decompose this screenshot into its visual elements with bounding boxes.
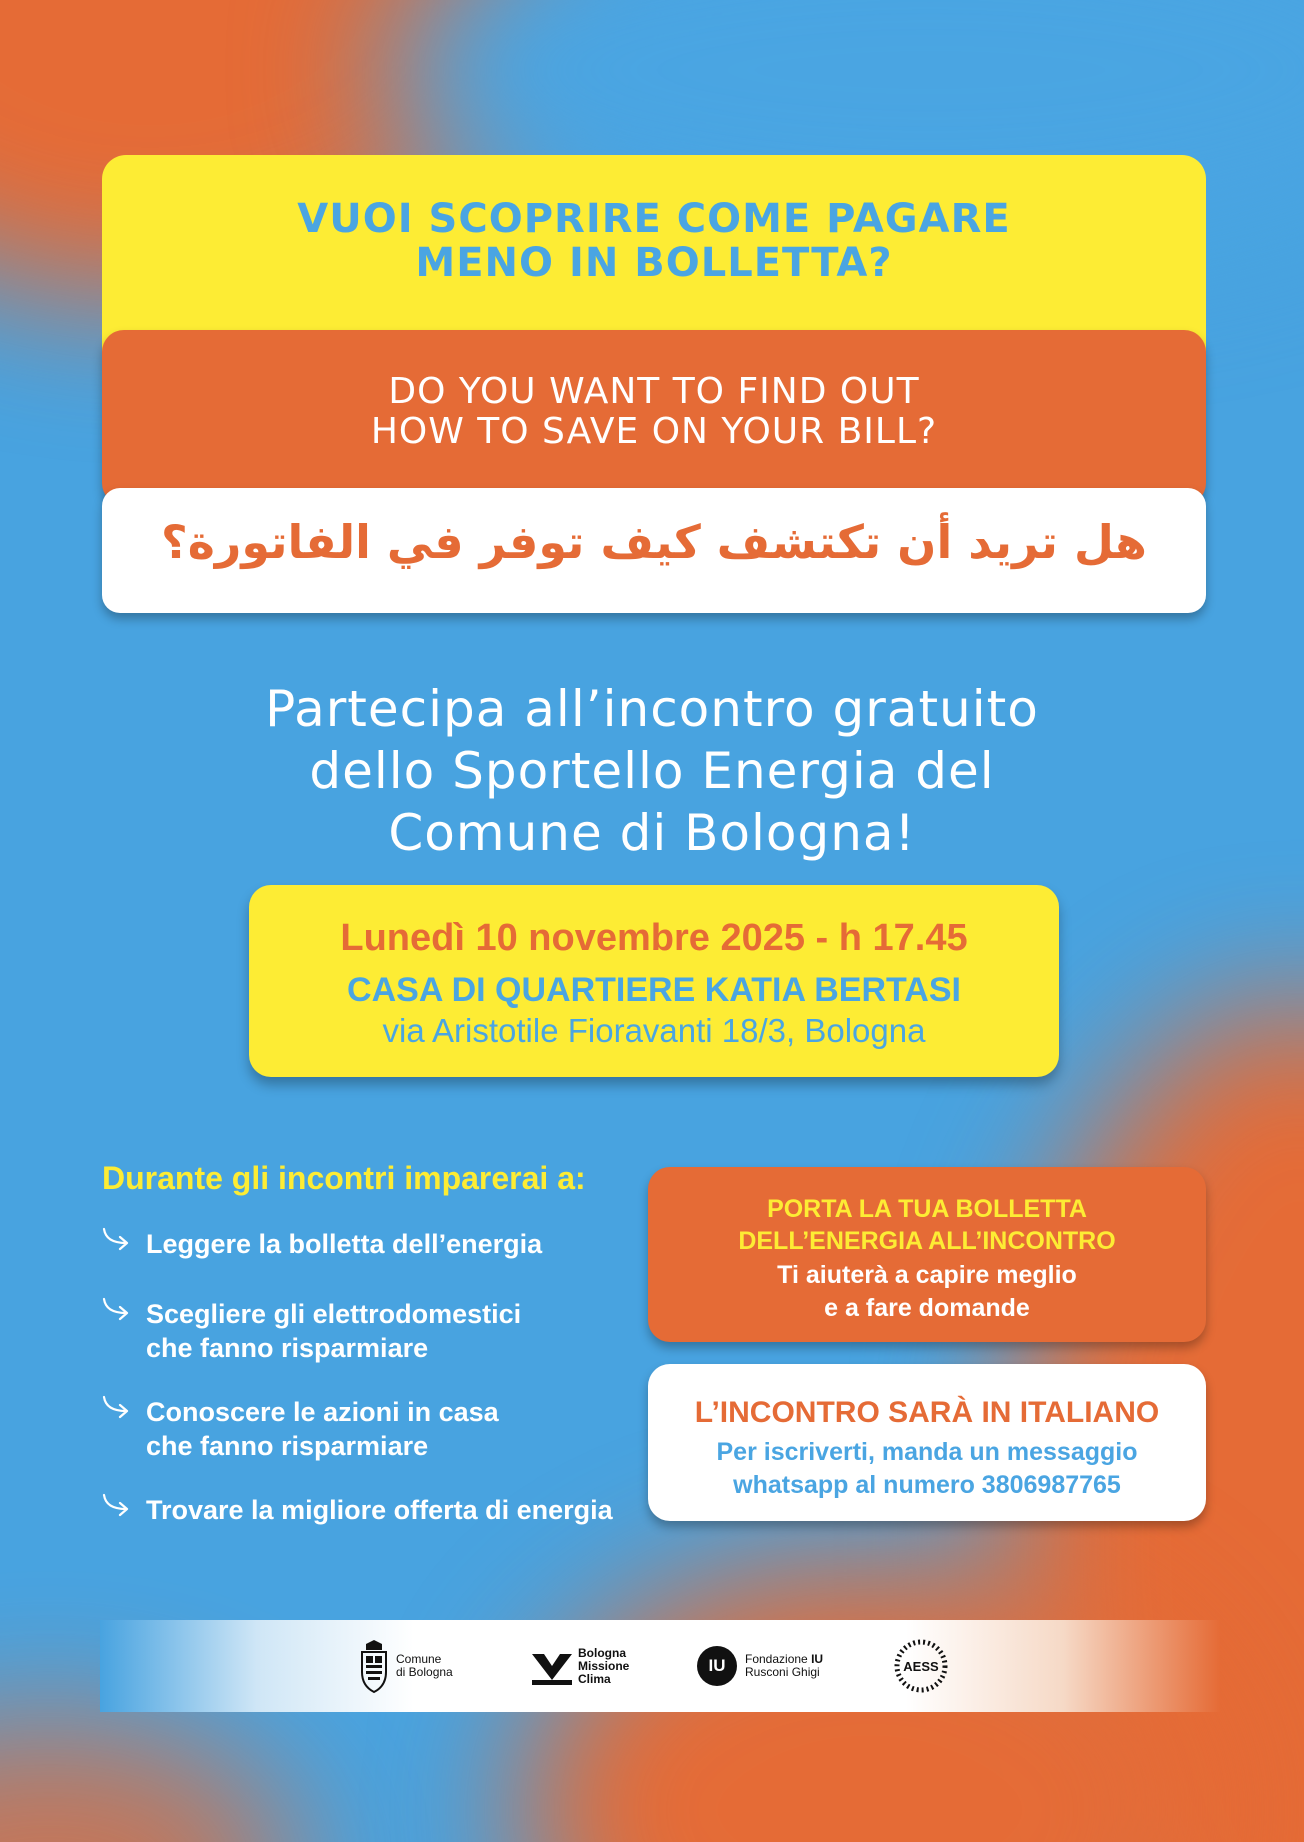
bring-bill-card	[648, 1167, 1206, 1342]
learn-item-line1: Leggere la bolletta dell’energia	[146, 1229, 543, 1259]
comune-line2: di Bologna	[396, 1665, 453, 1679]
english-question-card	[102, 330, 1206, 505]
turn-right-arrow-icon	[100, 1393, 132, 1425]
event-details-card	[249, 885, 1059, 1077]
comune-line1: Comune	[396, 1652, 442, 1666]
fondazione-line1: Fondazione IU	[745, 1652, 824, 1666]
headline-line1: Partecipa all’incontro gratuito	[265, 680, 1039, 738]
turn-right-arrow-icon	[100, 1295, 132, 1327]
learn-item-line2: che fanno risparmiare	[146, 1431, 429, 1461]
event-address: via Aristotile Fioravanti 18/3, Bologna	[382, 1012, 926, 1049]
turn-right-arrow-icon	[100, 1491, 132, 1523]
language-info-card	[648, 1364, 1206, 1521]
fondazione-iu-mark: IU	[697, 1646, 737, 1686]
english-question-line2: HOW TO SAVE ON YOUR BILL?	[370, 411, 938, 452]
headline-line2: dello Sportello Energia del	[309, 742, 995, 800]
bring-bill-sub-line2: e a fare domande	[824, 1294, 1030, 1322]
bring-bill-title-line2: DELL’ENERGIA ALL’INCONTRO	[738, 1227, 1116, 1255]
event-datetime: Lunedì 10 novembre 2025 - h 17.45	[340, 917, 968, 959]
aess-logo	[892, 1620, 950, 1712]
aess-label: AESS	[903, 1658, 939, 1674]
italian-question-card	[102, 155, 1206, 355]
learn-item-line1: Trovare la migliore offerta di energia	[146, 1495, 613, 1525]
headline	[80, 678, 1224, 864]
partner-logos-band	[100, 1620, 1220, 1712]
learn-item-line1: Conoscere le azioni in casa	[146, 1397, 499, 1427]
event-venue: CASA DI QUARTIERE KATIA BERTASI	[347, 971, 961, 1009]
learn-item-line2: che fanno risparmiare	[146, 1333, 429, 1363]
fondazione-line2: Rusconi Ghigi	[745, 1665, 820, 1679]
learn-title: Durante gli incontri imparerai a:	[102, 1160, 586, 1196]
missione-line2: Missione	[578, 1658, 630, 1673]
missione-clima-mark-icon	[530, 1646, 574, 1686]
turn-right-arrow-icon	[100, 1225, 132, 1257]
coat-of-arms-icon	[356, 1638, 392, 1694]
missione-line1: Bologna	[578, 1645, 626, 1660]
fondazione-iu-logo	[697, 1620, 823, 1712]
arabic-question-card	[102, 488, 1206, 613]
missione-line3: Clima	[578, 1671, 611, 1686]
bring-bill-sub-line1: Ti aiuterà a capire meglio	[777, 1261, 1077, 1289]
headline-line3: Comune di Bologna!	[388, 804, 916, 862]
english-question-line1: DO YOU WANT TO FIND OUT	[388, 371, 920, 412]
italian-question-line2: MENO IN BOLLETTA?	[415, 240, 893, 286]
signup-line1: Per iscriverti, manda un messaggio	[716, 1438, 1138, 1466]
bologna-missione-clima-logo	[530, 1620, 629, 1712]
comune-di-bologna-logo	[356, 1620, 453, 1712]
bring-bill-title-line1: PORTA LA TUA BOLLETTA	[767, 1195, 1087, 1223]
signup-line2: whatsapp al numero 3806987765	[733, 1471, 1121, 1499]
italian-question-line1: VUOI SCOPRIRE COME PAGARE	[297, 196, 1011, 242]
learn-item-line1: Scegliere gli elettrodomestici	[146, 1299, 522, 1329]
arabic-question: هل تريد أن تكتشف كيف توفر في الفاتورة؟	[161, 515, 1147, 569]
language-title: L’INCONTRO SARÀ IN ITALIANO	[694, 1396, 1160, 1429]
